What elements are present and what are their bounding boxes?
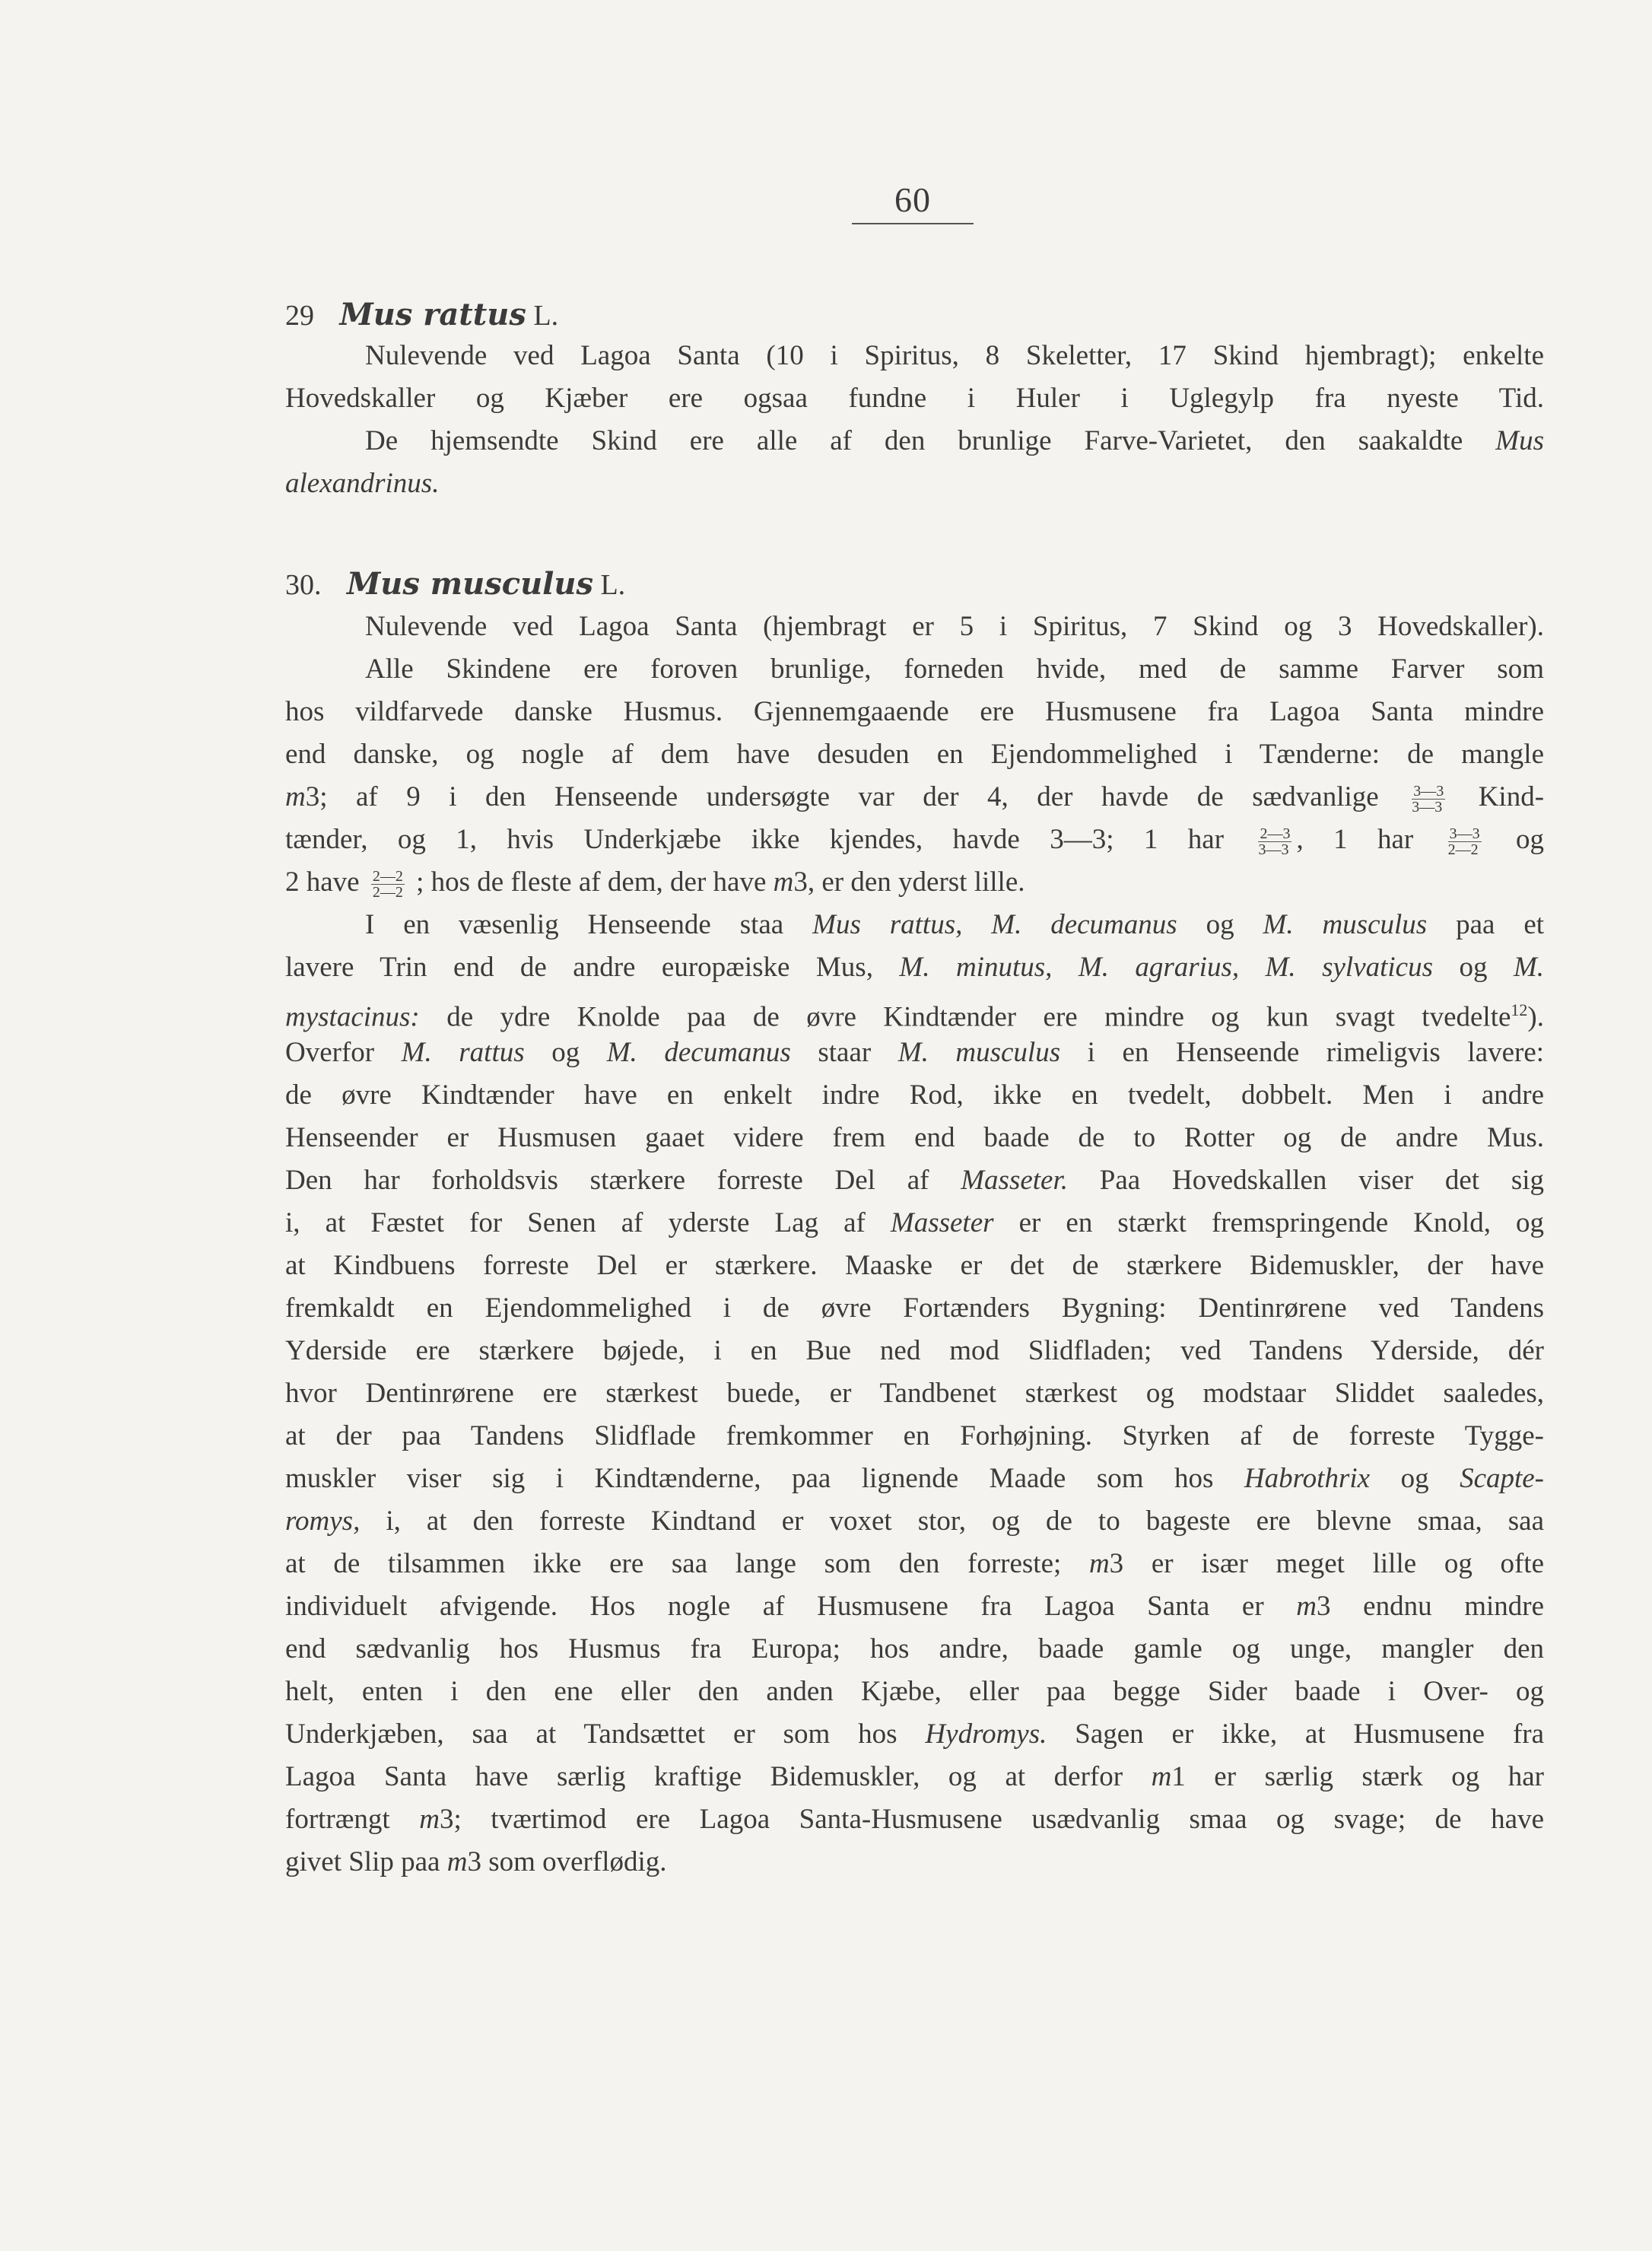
- paragraph-line: at de tilsammen ikke ere saa lange som den forreste; m3 er især meget lille og ofte: [285, 1548, 1544, 1579]
- paragraph-line: at Kindbuens forreste Del er stærkere. Maaske er det de stærkere Bidemuskler, der have: [285, 1250, 1544, 1281]
- paragraph-line: at der paa Tandens Slidflade fremkommer en Forhøjning. Styrken af de forreste Tygge-: [285, 1420, 1544, 1451]
- paragraph-line: individuelt afvigende. Hos nogle af Husmusene fra Lagoa Santa er m3 endnu mindre: [285, 1591, 1544, 1622]
- species-name: Mus musculus: [347, 566, 593, 602]
- paragraph-line: Nulevende ved Lagoa Santa (10 i Spiritus, 8 Skeletter, 17 Skind hjembragt); enkelte: [365, 340, 1544, 371]
- section-number: 29: [285, 300, 314, 332]
- paragraph-line: Yderside ere stærkere bøjede, i en Bue ned mod Slidfladen; ved Tandens Yderside, dér: [285, 1335, 1544, 1366]
- paragraph-line: Den har forholdsvis stærkere forreste Del af Masseter. Paa Hovedskallen viser det sig: [285, 1165, 1545, 1196]
- paragraph-line: Lagoa Santa have særlig kraftige Bidemuskler, og at derfor m1 er særlig stærk og har: [285, 1761, 1544, 1792]
- paragraph-line: fortrængt m3; tværtimod ere Lagoa Santa-Husmusene usædvanlig smaa og svage; de have: [285, 1804, 1544, 1835]
- paragraph-line: i, at Fæstet for Senen af yderste Lag af Masseter er en stærkt fremspringende Knold, og: [285, 1207, 1545, 1238]
- paragraph-line: hvor Dentinrørene ere stærkest buede, er Tandbenet stærkest og modstaar Sliddet saaledes,: [285, 1378, 1544, 1409]
- paragraph-line: fremkaldt en Ejendommelighed i de øvre Fortænders Bygning: Dentinrørene ved Tandens: [285, 1292, 1544, 1324]
- paragraph-line: Nulevende ved Lagoa Santa (hjembragt er 5 i Spiritus, 7 Skind og 3 Hovedskaller).: [365, 611, 1544, 642]
- paragraph-line: end danske, og nogle af dem have desuden en Ejendommelighed i Tænderne: de mangle: [285, 739, 1544, 770]
- paragraph-line: De hjemsendte Skind ere alle af den brunlige Farve-Varietet, den saakaldte Mus: [365, 425, 1544, 456]
- paragraph-line: Overfor M. rattus og M. decumanus staar M. musculus i en Henseende rimeligvis lavere:: [285, 1037, 1545, 1068]
- section-number: 30.: [285, 569, 322, 601]
- paragraph-line: de øvre Kindtænder have en enkelt indre Rod, ikke en tvedelt, dobbelt. Men i andre: [285, 1079, 1544, 1111]
- paragraph-line: Underkjæben, saa at Tandsættet er som hos Hydromys. Sagen er ikke, at Husmusene fra: [285, 1718, 1545, 1750]
- species-name: Mus rattus: [339, 297, 526, 332]
- paragraph-line: I en væsenlig Henseende staa Mus rattus, M. decumanus og M. musculus paa et: [365, 909, 1545, 940]
- paragraph-line: muskler viser sig i Kindtænderne, paa lignende Maade som hos Habrothrix og Scapte-: [285, 1463, 1545, 1494]
- species-author: L.: [533, 300, 559, 332]
- paragraph-line: mystacinus: de ydre Knolde paa de øvre Kindtænder ere mindre og kun svagt tvedelte$^{12}$).: [285, 1000, 1544, 1033]
- paragraph-line: givet Slip paa m3 som overflødig.: [285, 1846, 667, 1877]
- section-heading-30: [285, 563, 1544, 606]
- paragraph-line: Henseender er Husmusen gaaet videre frem end baade de to Rotter og de andre Mus.: [285, 1122, 1544, 1153]
- paragraph-line: 2 have $\frac{2—2}{2—2}$ ; hos de fleste af dem, der have m3, er den yderst lille.: [285, 866, 1025, 901]
- paragraph-line: romys, i, at den forreste Kindtand er voxet stor, og de to bageste ere blevne smaa, saa: [285, 1505, 1545, 1537]
- dental-fraction: $\frac{2—2}{2—2}$: [372, 868, 403, 901]
- paragraph-line: alexandrinus.: [285, 468, 440, 499]
- dental-fraction: $\frac{3—3}{3—3}$: [1412, 783, 1444, 816]
- paragraph-line: Alle Skindene ere foroven brunlige, forneden hvide, med de samme Farver som: [365, 653, 1544, 685]
- species-author: L.: [600, 569, 626, 601]
- paragraph-line: helt, enten i den ene eller den anden Kjæbe, eller paa begge Sider baade i Over- og: [285, 1676, 1544, 1707]
- paragraph-line: tænder, og 1, hvis Underkjæbe ikke kjendes, havde 3—3; 1 har $\frac{2—3}{3—3}$ , 1 har $\frac{3—3}{2—2}$ og: [285, 824, 1545, 859]
- section-heading-29: [285, 294, 1544, 336]
- page-number: 60: [852, 180, 974, 224]
- paragraph-line: hos vildfarvede danske Husmus. Gjennemgaaende ere Husmusene fra Lagoa Santa mindre: [285, 696, 1544, 727]
- paragraph-line: m3; af 9 i den Henseende undersøgte var der 4, der havde de sædvanlige $\frac{3—3}{3—3}$ Kind-: [285, 781, 1545, 816]
- dental-fraction: $\frac{3—3}{2—2}$: [1447, 825, 1480, 859]
- dental-fraction: $\frac{2—3}{3—3}$: [1258, 825, 1291, 859]
- paragraph-line: lavere Trin end de andre europæiske Mus, M. minutus, M. agrarius, M. sylvaticus og M.: [285, 952, 1545, 983]
- paragraph-line: Hovedskaller og Kjæber ere ogsaa fundne i Huler i Uglegylp fra nyeste Tid.: [285, 383, 1544, 414]
- paragraph-line: end sædvanlig hos Husmus fra Europa; hos andre, baade gamle og unge, mangler den: [285, 1633, 1544, 1664]
